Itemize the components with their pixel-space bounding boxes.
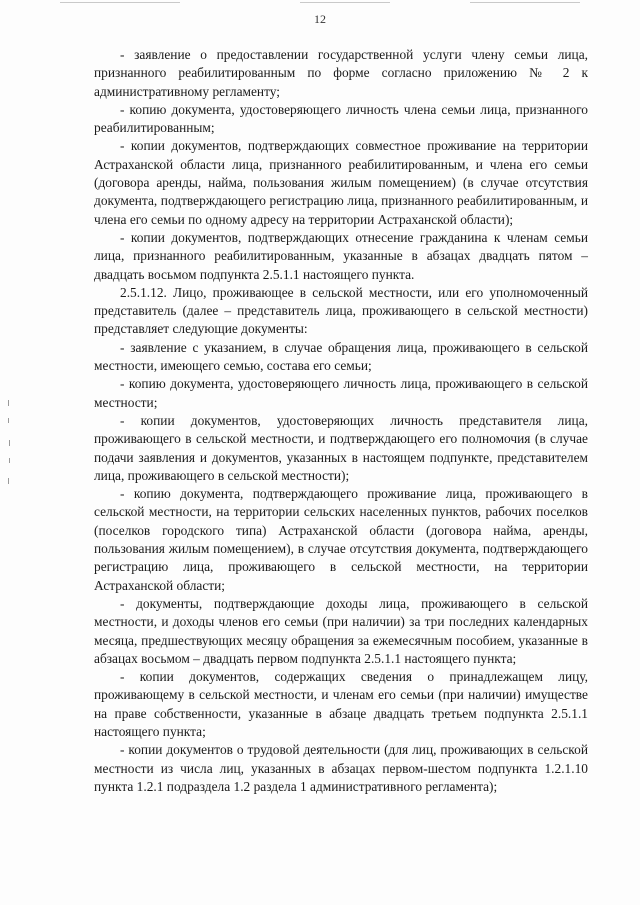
- page-number: 12: [314, 12, 326, 26]
- paragraph-family-relation-documents: - копии документов, подтверждающих отнесение гражданина к членам семьи лица, признанного реабилитированным, указанные в абзацах двадцать пятом – двадцать восьмом подпункта 2.5.1.1 настоящего пункта.: [94, 229, 588, 282]
- document-body: [94, 46, 588, 796]
- scan-margin-mark: [9, 458, 10, 463]
- paragraph-section-2-5-1-12: 2.5.1.12. Лицо, проживающее в сельской местности, или его уполномоченный представитель (далее – представитель лица, проживающего в сельской местности) представляет следующие документы:: [94, 284, 588, 337]
- paragraph-id-copy-family-member: - копию документа, удостоверяющего личность члена семьи лица, признанного реабилитированным;: [94, 101, 588, 136]
- paragraph-rural-id-copy: - копию документа, удостоверяющего личность лица, проживающего в сельской местности;: [94, 376, 588, 410]
- paragraph-residence-confirmation: - копию документа, подтверждающего проживание лица, проживающего в сельской местности, на территории сельских населенных пунктов, рабочих поселков (поселков городского типа) Астраханской области (договора найма, аренды, пользования жилым помещением), в случае отсутствия документа, подтверждающего регистрацию лица, проживающего в сельской местности, на территории Астраханской области;: [94, 486, 588, 593]
- scan-noise-top: [300, 2, 390, 3]
- paragraph-rural-application: - заявление с указанием, в случае обращения лица, проживающего в сельской местности, имеющего семью, состава его семьи;: [94, 339, 588, 374]
- scan-margin-mark: [9, 440, 10, 446]
- paragraph-application-family-member: - заявление о предоставлении государственной услуги члену семьи лица, признанного реабилитированным по форме согласно приложению № 2 к административному регламенту;: [94, 47, 588, 99]
- paragraph-income-documents: - документы, подтверждающие доходы лица, проживающего в сельской местности, и доходы членов его семьи (при наличии) за три последних календарных месяца, предшествующих месяцу обращения за ежемесячным пособием, указанные в абзацах восьмом – двадцать первом подпункта 2.5.1.1 настоящего пункта;: [94, 595, 588, 666]
- scan-noise-top: [60, 2, 180, 3]
- paragraph-representative-documents: - копии документов, удостоверяющих личность представителя лица, проживающего в сельской местности, и подтверждающего его полномочия (в случае подачи заявления и документов, указанных в настоящем подпункте, представителем лица, проживающего в сельской местности);: [94, 412, 588, 483]
- paragraph-cohabitation-documents: - копии документов, подтверждающих совместное проживание на территории Астраханской области лица, признанного реабилитированным, и члена его семьи (договора аренды, найма, пользования жилым помещением) (в случае отсутствия документа, подтверждающего регистрацию лица, признанного реабилитированным, и члена его семьи по одному адресу на территории Астраханской области);: [94, 138, 588, 227]
- scan-noise-top: [470, 2, 580, 3]
- paragraph-property-documents: - копии документов, содержащих сведения о принадлежащем лицу, проживающему в сельской местности, и членам его семьи (при наличии) имуществе на праве собственности, указанные в абзаце двадцать третьем подпункта 2.5.1.1 настоящего пункта;: [94, 669, 588, 739]
- scan-margin-mark: [8, 418, 9, 423]
- scan-margin-mark: [8, 400, 9, 406]
- paragraph-employment-documents: - копии документов о трудовой деятельности (для лиц, проживающих в сельской местности из числа лиц, указанных в абзацах первом-шестом подпункта 1.2.1.10 пункта 1.2.1 подраздела 1.2 раздела 1 административного регламента);: [94, 742, 588, 794]
- scan-margin-mark: [8, 478, 9, 484]
